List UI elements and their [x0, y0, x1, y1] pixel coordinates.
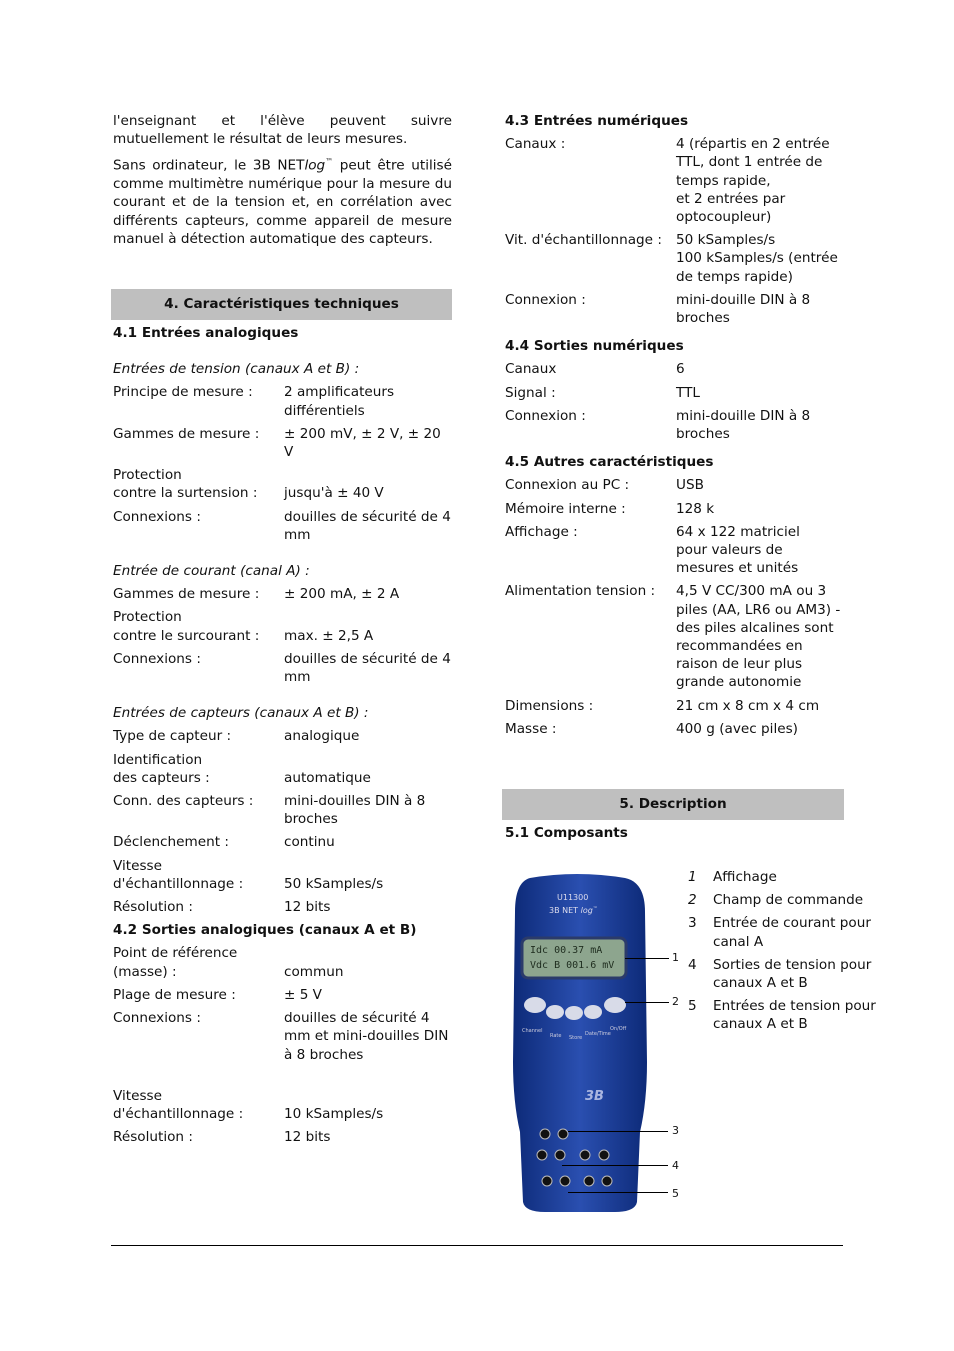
lcd-line-1: Idc 00.37 mA: [530, 945, 603, 956]
spec-row: [113, 383, 452, 419]
spec-key: Connexions :: [113, 650, 201, 667]
component-label: Entrée de courant pour canal A: [713, 915, 871, 950]
voltage-subheading: Entrées de tension (canaux A et B) :: [113, 361, 360, 378]
label-onoff: On/Off: [610, 1026, 627, 1032]
spec-key: Dimensions :: [505, 697, 594, 714]
spec-key: Plage de mesure :: [113, 986, 236, 1003]
label-rate: Rate: [550, 1033, 562, 1039]
spec-value: ± 200 mV, ± 2 V, ± 20 V: [284, 425, 441, 461]
intro-paragraph-2: [113, 153, 452, 248]
spec-value: USB: [676, 477, 704, 494]
spec-row: [505, 291, 844, 327]
spec-key: Vit. d'échantillonnage :: [505, 232, 662, 249]
spec-row: [113, 585, 452, 603]
heading-4-2: 4.2 Sorties analogiques (canaux A et B): [113, 922, 417, 939]
component-label: Champ de commande: [713, 892, 864, 909]
spec-value: 21 cm x 8 cm x 4 cm: [676, 697, 820, 714]
spec-value: 50 kSamples/s: [284, 875, 384, 892]
spec-value: 4,5 V CC/300 mA ou 3 piles (AA, LR6 ou AM3) - des piles alcalines sont recommandées en raison de leur plus grande autonomie: [676, 583, 841, 691]
device-name-tm: ™: [592, 906, 598, 912]
spec-key: Vitesse d'échantillonnage :: [113, 1087, 244, 1123]
left-column: [113, 112, 452, 253]
spec-value: 128 k: [676, 500, 715, 517]
heading-5-1: 5.1 Composants: [505, 825, 628, 841]
spec-value: mini-douille DIN à 8 broches: [676, 407, 811, 443]
other-specs-rows: [505, 476, 844, 738]
spec-row: [505, 360, 844, 378]
device-logo: 3B: [585, 1089, 604, 1104]
spec-row: [113, 833, 452, 851]
spec-value: ± 200 mA, ± 2 A: [284, 586, 400, 603]
component-number: 4: [688, 956, 697, 973]
button-store: [565, 1006, 583, 1020]
callout-number-5: 5: [672, 1187, 679, 1200]
spec-key: Connexion au PC :: [505, 477, 630, 494]
digital-output-rows: [505, 360, 844, 443]
label-datetime: Date/Time: [585, 1031, 611, 1037]
spec-row: [505, 135, 844, 226]
spec-row: [113, 751, 452, 787]
spec-row: [113, 425, 452, 461]
spec-key: Protection contre la surtension :: [113, 467, 258, 502]
intro-log: log: [304, 157, 326, 174]
spec-key: Mémoire interne :: [505, 500, 626, 517]
socket-out-3: [580, 1150, 590, 1160]
spec-value: 12 bits: [284, 899, 331, 916]
spec-key: Vitesse d'échantillonnage :: [113, 857, 244, 892]
spec-value: ± 5 V: [284, 986, 322, 1003]
spec-value: 64 x 122 matriciel pour valeurs de mesures et unités: [676, 523, 800, 577]
spec-row: [113, 1128, 452, 1146]
button-onoff: [604, 997, 626, 1013]
spec-value: 50 kSamples/s 100 kSamples/s (entrée de temps rapide): [676, 232, 838, 285]
spec-value: continu: [284, 834, 335, 851]
spec-row: [505, 582, 844, 691]
socket-out-1: [537, 1150, 547, 1160]
spec-row: [505, 500, 844, 518]
device-name-log: log: [580, 906, 593, 915]
spec-row: [113, 508, 452, 544]
component-item: [688, 956, 888, 992]
spec-key: Principe de mesure :: [113, 384, 253, 401]
button-channel: [524, 997, 546, 1013]
callout-number-3: 3: [672, 1124, 679, 1137]
device-body: [513, 874, 647, 1212]
spec-key: Connexions :: [113, 508, 201, 525]
socket-out-4: [599, 1150, 609, 1160]
heading-4-1: 4.1 Entrées analogiques: [113, 325, 299, 341]
spec-value: 400 g (avec piles): [676, 720, 798, 737]
spec-key: Gammes de mesure :: [113, 586, 260, 603]
spec-row: [113, 857, 452, 893]
spec-value: 6: [676, 361, 685, 378]
spec-value: commun: [284, 963, 344, 980]
component-number: 1: [688, 869, 697, 885]
component-label: Entrées de tension pour canaux A et B: [713, 998, 876, 1033]
spec-row: [113, 650, 452, 686]
footer-rule: [111, 1245, 843, 1246]
spec-key: Connexion :: [505, 407, 586, 424]
heading-4-4: 4.4 Sorties numériques: [505, 338, 684, 355]
lcd-display: [522, 938, 626, 978]
component-number: 3: [688, 915, 697, 932]
spec-key: Résolution :: [113, 899, 193, 916]
button-rate: [546, 1005, 564, 1019]
spec-key: Résolution :: [113, 1129, 193, 1146]
spec-row: [113, 792, 452, 828]
spec-value: mini-douilles DIN à 8 broches: [284, 793, 426, 828]
component-item: [688, 914, 888, 950]
spec-row: [113, 1009, 452, 1064]
spec-key: Alimentation tension :: [505, 583, 656, 600]
intro-tm: ™: [325, 157, 334, 167]
callout-line-2: [625, 1002, 669, 1003]
socket-current-2: [558, 1129, 568, 1139]
component-item: [688, 997, 888, 1033]
spec-key: Déclenchement :: [113, 834, 229, 851]
spec-row: [505, 697, 844, 715]
callout-number-4: 4: [672, 1159, 679, 1172]
current-subheading: Entrée de courant (canal A) :: [113, 563, 310, 580]
callout-line-3: [568, 1131, 668, 1132]
spec-row: [113, 1069, 452, 1124]
component-label: Affichage: [713, 869, 777, 885]
socket-in-1: [542, 1176, 552, 1186]
socket-in-2: [560, 1176, 570, 1186]
section-4-title: 4. Caractéristiques techniques: [111, 289, 452, 320]
spec-value: TTL: [676, 384, 700, 401]
voltage-rows: [113, 383, 452, 544]
spec-key: Protection contre le surcourant :: [113, 609, 260, 644]
spec-key: Connexion :: [505, 291, 586, 308]
lcd-line-2: Vdc B 001.6 mV: [530, 960, 615, 971]
intro-text-b: peut être utilisé comme multimètre numérique pour la mesure du courant et de la tension et, en corrélation avec différents capteurs, comme appareil de mesure manuel à détection automatique des capteurs.: [113, 157, 452, 247]
spec-key: Gammes de mesure :: [113, 425, 260, 442]
device-model: U11300: [557, 893, 589, 902]
digital-input-rows: [505, 135, 844, 327]
spec-key: Masse :: [505, 720, 557, 737]
spec-value: max. ± 2,5 A: [284, 627, 374, 644]
spec-value: douilles de sécurité de 4 mm: [284, 508, 451, 543]
component-number: 5: [688, 998, 697, 1015]
spec-row: [505, 384, 844, 402]
svg-text:3B NET log™: [549, 906, 598, 915]
spec-value: douilles de sécurité de 4 mm: [284, 650, 451, 686]
analog-output-rows: [113, 944, 452, 1146]
component-list: [688, 868, 888, 1039]
component-label: Sorties de tension pour canaux A et B: [713, 956, 872, 992]
socket-in-3: [584, 1176, 594, 1186]
spec-row: [113, 466, 452, 502]
current-rows: [113, 585, 452, 686]
spec-row: [505, 476, 844, 494]
spec-row: [505, 523, 844, 578]
label-channel: Channel: [522, 1028, 543, 1034]
spec-key: Conn. des capteurs :: [113, 793, 254, 810]
spec-value: 2 amplificateurs différentiels: [284, 384, 395, 419]
socket-out-2: [555, 1150, 565, 1160]
callout-line-1: [625, 958, 669, 959]
spec-value: automatique: [284, 769, 371, 786]
socket-current-1: [540, 1129, 550, 1139]
intro-paragraph-1: l'enseignant et l'élève peuvent suivre mutuellement le résultat de leurs mesures.: [113, 113, 452, 148]
spec-key: Signal :: [505, 384, 556, 401]
button-datetime: [584, 1005, 602, 1019]
intro-text-a: Sans ordinateur, le 3B NET: [113, 157, 305, 174]
spec-value: douilles de sécurité 4 mm et mini-douilles DIN à 8 broches: [284, 1010, 449, 1063]
label-store: Store: [569, 1035, 583, 1041]
spec-row: [505, 407, 844, 443]
spec-row: [113, 898, 452, 916]
section-5-title: 5. Description: [502, 789, 844, 820]
spec-row: [113, 608, 452, 644]
component-item: [688, 891, 888, 909]
spec-value: mini-douille DIN à 8 broches: [676, 291, 811, 327]
sensor-subheading: Entrées de capteurs (canaux A et B) :: [113, 705, 369, 722]
spec-row: [505, 231, 844, 286]
callout-number-1: 1: [672, 951, 679, 964]
heading-4-3: 4.3 Entrées numériques: [505, 113, 689, 129]
spec-row: [113, 986, 452, 1004]
component-number: 2: [688, 892, 697, 909]
spec-row: [113, 727, 452, 745]
spec-key: Point de référence (masse) :: [113, 945, 238, 980]
callout-line-4: [562, 1165, 668, 1166]
heading-4-5: 4.5 Autres caractéristiques: [505, 454, 714, 471]
spec-key: Connexions :: [113, 1010, 201, 1027]
spec-value: analogique: [284, 728, 360, 745]
callout-line-5: [568, 1192, 668, 1193]
spec-row: [113, 944, 452, 980]
spec-key: Canaux :: [505, 136, 566, 153]
socket-in-4: [602, 1176, 612, 1186]
device-name: 3B NET: [549, 906, 581, 915]
spec-row: [505, 720, 844, 738]
component-item: [688, 868, 888, 886]
spec-key: Affichage :: [505, 523, 578, 540]
spec-value: 12 bits: [284, 1129, 331, 1146]
spec-key: Canaux: [505, 361, 557, 378]
spec-key: Identification des capteurs :: [113, 751, 210, 786]
spec-value: jusqu'à ± 40 V: [284, 485, 384, 502]
right-specs: [505, 112, 844, 743]
sensor-rows: [113, 727, 452, 916]
spec-value: 4 (répartis en 2 entrée TTL, dont 1 entrée de temps rapide, et 2 entrées par optocoupleur): [676, 136, 830, 226]
left-specs: [113, 324, 452, 1152]
spec-key: Type de capteur :: [113, 728, 232, 745]
spec-value: 10 kSamples/s: [284, 1106, 384, 1123]
callout-number-2: 2: [672, 995, 679, 1008]
